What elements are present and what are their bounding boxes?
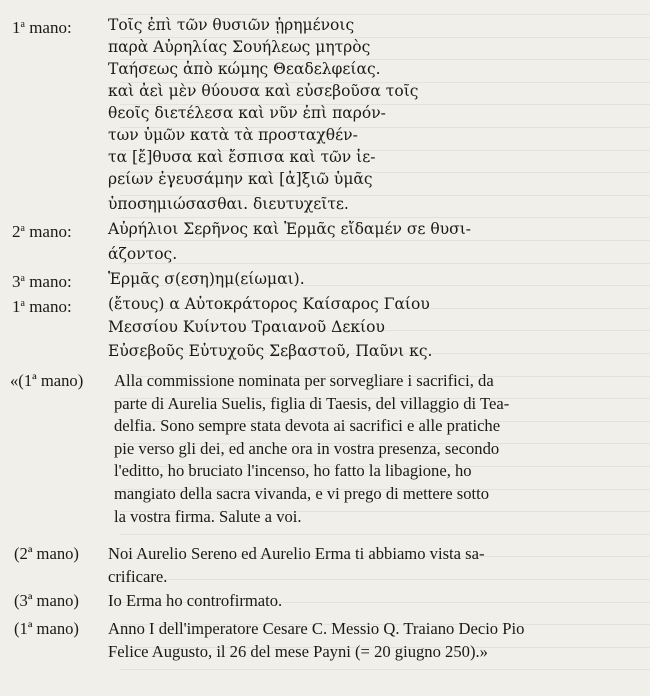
translation-line: l'editto, ho bruciato l'incenso, ho fatto la libagione, ho bbox=[114, 461, 472, 481]
greek-line-text: Τοῖς ἐπὶ τῶν θυσιῶν ᾑρημένοις bbox=[108, 16, 355, 34]
greek-line-text: (ἔτους) α Αὐτοκράτορος Καίσαρος Γαίου bbox=[108, 295, 430, 313]
greek-line-text: των ὑμῶν κατὰ τὰ προσταχθέν- bbox=[108, 126, 358, 144]
translation-line: Felice Augusto, il 26 del mese Payni (= 20 giugno 250).» bbox=[108, 641, 488, 661]
hand-label: «(1ª mano) bbox=[10, 371, 84, 390]
translation-line: pie verso gli dei, ed anche ora in vostra presenza, secondo bbox=[114, 438, 500, 458]
hand-label: (2ª mano) bbox=[14, 544, 79, 563]
greek-line-text: Μεσσίου Κυίντου Τραιανοῦ Δεκίου bbox=[108, 318, 385, 336]
hand-label: (3ª mano) bbox=[14, 591, 79, 610]
hand-label: (1ª mano) bbox=[14, 619, 79, 638]
translation-line: la vostra firma. Salute a voi. bbox=[114, 506, 302, 526]
greek-line-text: ρείων ἐγευσάμην καὶ [ἀ]ξιῶ ὑμᾶς bbox=[108, 170, 373, 188]
greek-line-text: άζοντος. bbox=[108, 245, 178, 263]
greek-line-text: Εὐσεβοῦς Εὐτυχοῦς Σεβαστοῦ, Παῦνι κς. bbox=[108, 342, 433, 360]
translation-line: delfia. Sono sempre stata devota ai sacrifici e alle pratiche bbox=[114, 416, 501, 436]
greek-line-text: ὑποσημιώσασθαι. διευτυχεῖτε. bbox=[108, 195, 349, 213]
greek-line-text: Ταήσεως ἀπὸ κώμης Θεαδελφείας. bbox=[108, 60, 381, 78]
greek-line-text: Ἑρμᾶς σ(εση)ημ(είωμαι). bbox=[108, 270, 305, 288]
translation-line: Alla commissione nominata per sorvegliare i sacrifici, da bbox=[114, 371, 494, 390]
greek-line-text: Αὐρήλιοι Σερῆνος καὶ Ἑρμᾶς εἴδαμέν σε θυσι- bbox=[108, 220, 472, 238]
greek-line-text: θεοῖς διετέλεσα καὶ νῦν ἐπὶ παρόν- bbox=[108, 104, 386, 122]
hand-label: 1$^a$ mano: bbox=[12, 297, 72, 316]
hand-label: 1$^a$ mano: bbox=[12, 18, 72, 37]
hand-label: 3$^a$ mano: bbox=[12, 272, 72, 291]
translation-line: Noi Aurelio Sereno ed Aurelio Erma ti abbiamo vista sa- bbox=[108, 544, 485, 563]
greek-line-text: καὶ ἀεὶ μὲν θύουσα καὶ εὐσεβοῦσα τοῖς bbox=[108, 82, 419, 100]
greek-line-text: παρὰ Αὐρηλίας Σουήλεως μητρὸς bbox=[108, 38, 371, 56]
translation-line: Anno I dell'imperatore Cesare C. Messio Q. Traiano Decio Pio bbox=[108, 619, 525, 638]
hand-label: 2$^a$ mano: bbox=[12, 222, 72, 241]
translation-line: crificare. bbox=[108, 566, 168, 586]
translation-line: parte di Aurelia Suelis, figlia di Taesis, del villaggio di Tea- bbox=[114, 393, 510, 413]
translation-line: mangiato della sacra vivanda, e vi prego di mettere sotto bbox=[114, 484, 490, 503]
translation-line: Io Erma ho controfirmato. bbox=[108, 591, 283, 610]
greek-line-text: τα [ἔ]θυσα καὶ ἔσπισα καὶ τῶν ἱε- bbox=[108, 148, 376, 166]
